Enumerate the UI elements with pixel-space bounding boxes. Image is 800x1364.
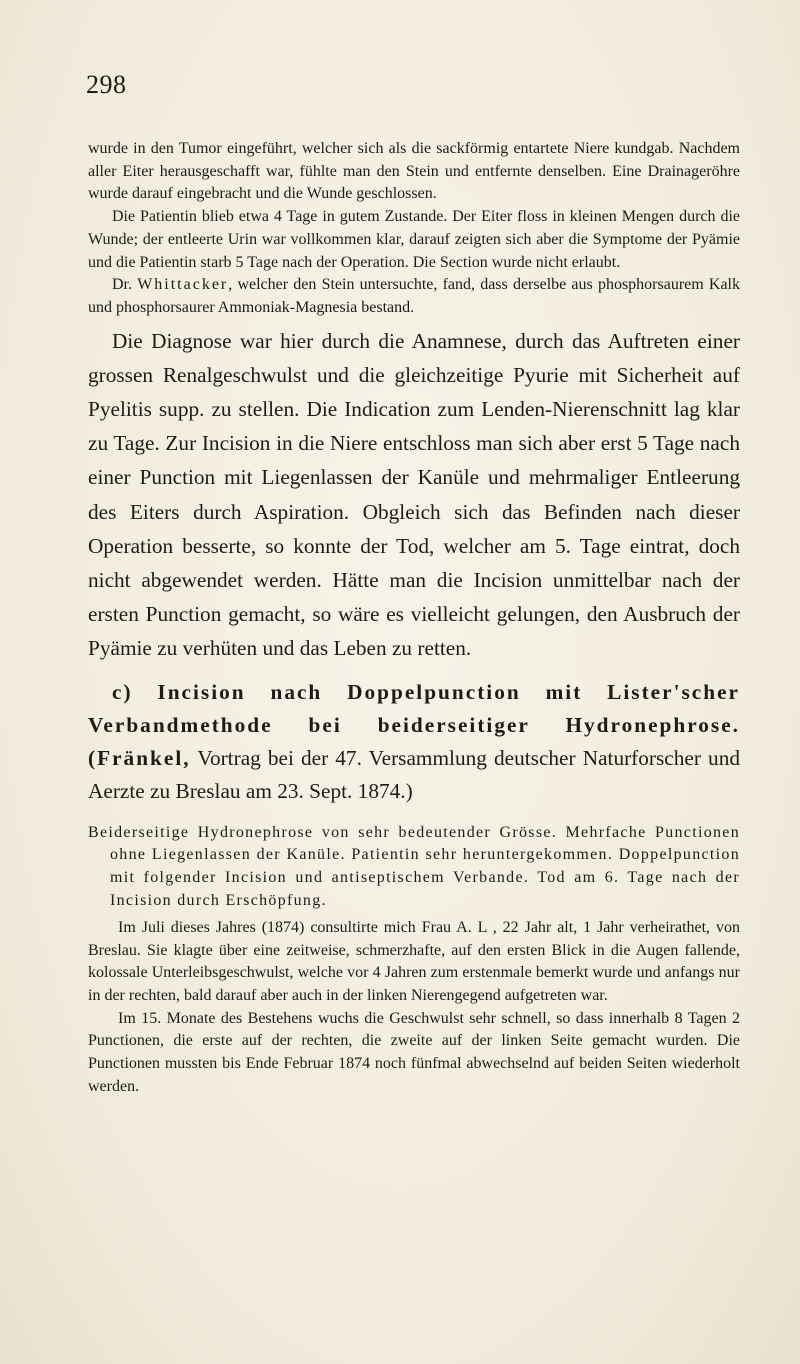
section-heading-author: (Fränkel, xyxy=(88,745,191,770)
section-heading-source: Vortrag bei der 47. Versammlung deutscher Naturforscher und Aerzte zu Breslau am 23. Sept. 1874.) xyxy=(88,745,740,803)
paragraph-case-report-end: wurde in den Tumor eingeführt, welcher sich als die sackförmig entartete Niere kundgab. Nachdem aller Eiter herausgeschafft war, fühlte man den Stein und entfernte denselben. Eine Drainageröhre wurde darauf eingebracht und die Wunde geschlossen. xyxy=(88,140,740,203)
doctor-name: Whittacker xyxy=(137,276,229,294)
section-heading xyxy=(88,676,740,808)
doctor-title: Dr. xyxy=(112,276,132,294)
paragraph-diagnosis-commentary: Die Diagnose war hier durch die Anamnese, durch das Auftreten einer grossen Renalgeschwulst und die gleichzeitige Pyurie mit Sicherheit auf Pyelitis supp. zu stellen. Die Indication zum Lenden-Nierenschnitt lag klar zu Tage. Zur Incision in die Niere entschloss man sich aber erst 5 Tage nach einer Punction mit Liegenlassen der Kanüle und mehrmaliger Entleerung des Eiters durch Aspiration. Obgleich sich das Befinden nach dieser Operation besserte, so konnte der Tod, welcher am 5. Tage eintrat, doch nicht abgewendet werden. Hätte man die Incision unmittelbar nach der ersten Punction gemacht, so wäre es vielleicht gelungen, den Ausbruch der Pyämie zu verhüten und das Leben zu retten. xyxy=(88,328,740,661)
case-summary: Beiderseitige Hydronephrose von sehr bedeutender Grösse. Mehrfache Punctionen ohne Liegenlassen der Kanüle. Patientin sehr heruntergekommen. Doppelpunction mit folgender Incision und antiseptischem Verbande. Tod am 6. Tage nach der Incision durch Erschöpfung. xyxy=(88,823,740,910)
stone-analysis-text: , welcher den Stein untersuchte, fand, dass derselbe aus phosphorsaurem Kalk und phosphorsaurer Ammoniak-Magnesia bestand. xyxy=(88,276,740,316)
page-number: 298 xyxy=(86,70,127,99)
paragraph-stone-analysis xyxy=(88,274,740,319)
section-heading-title: c) Incision nach Doppelpunction mit Lister'scher Verbandmethode bei beiderseitiger Hydronephrose. xyxy=(88,679,740,737)
page-text xyxy=(88,138,740,1098)
paragraph-patient-history: Im Juli dieses Jahres (1874) consultirte mich Frau A. L , 22 Jahr alt, 1 Jahr verheirathet, von Breslau. Sie klagte über eine zeitweise, schmerzhafte, auf den ersten Blick in die Augen fallende, kolossale Unterleibsgeschwulst, welche vor 4 Jahren zum erstenmale bemerkt wurde und anfangs nur in der rechten, bald darauf aber auch in der linken Nierengegend aufgetreten war. xyxy=(88,918,740,1004)
paragraph-tumor-growth: Im 15. Monate des Bestehens wuchs die Geschwulst sehr schnell, so dass innerhalb 8 Tagen 2 Punctionen, die erste auf der rechten, die zweite auf der linken Seite gemacht wurden. Die Punctionen mussten bis Ende Februar 1874 noch fünfmal abwechselnd auf beiden Seiten wiederholt werden. xyxy=(88,1009,740,1095)
paragraph-patient-outcome: Die Patientin blieb etwa 4 Tage in gutem Zustande. Der Eiter floss in kleinen Mengen durch die Wunde; der entleerte Urin war vollkommen klar, darauf zeigten sich aber die Symptome der Pyämie und die Patientin starb 5 Tage nach der Operation. Die Section wurde nicht erlaubt. xyxy=(88,208,740,271)
